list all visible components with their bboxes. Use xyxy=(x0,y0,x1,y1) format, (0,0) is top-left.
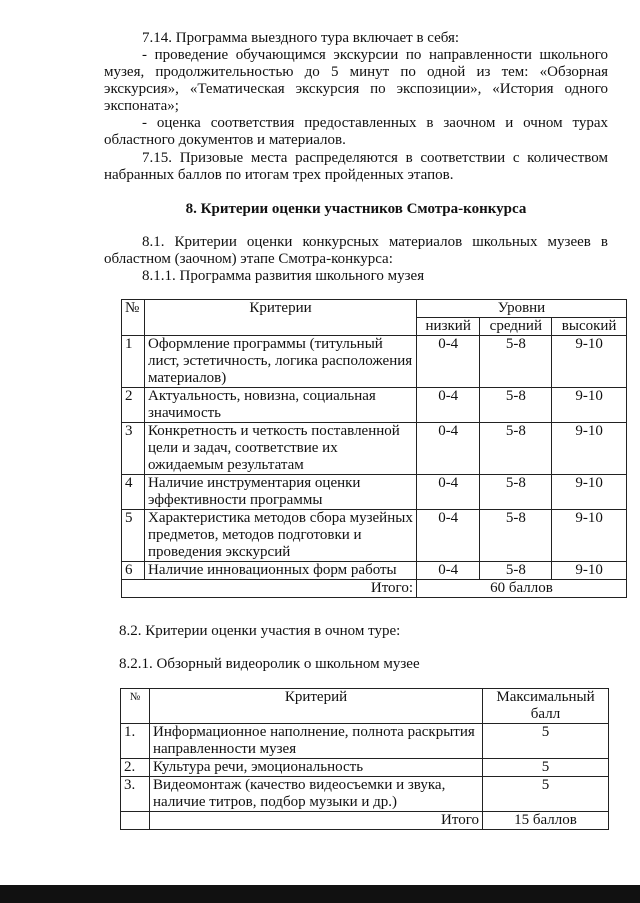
row-high: 9-10 xyxy=(552,562,627,580)
table-row xyxy=(121,777,609,812)
row-max-score: 5 xyxy=(483,777,609,812)
section-8-heading: 8. Критерии оценки участников Смотра-конкурса xyxy=(185,201,527,217)
row-criterion: Оформление программы (титульный лист, эстетичность, логика расположения материалов) xyxy=(145,336,417,388)
row-num: 1. xyxy=(121,724,150,759)
paragraph-7-15: 7.15. Призовые места распределяются в соответствии с количеством набранных баллов по итогам трех пройденных этапов. xyxy=(104,150,608,183)
table-total-row xyxy=(122,580,627,598)
row-mid: 5-8 xyxy=(480,423,552,475)
table-row xyxy=(122,475,627,510)
table-row xyxy=(121,724,609,759)
paragraph-7-14-item-1: - проведение обучающимся экскурсии по направленности школьного музея, продолжительностью до 5 минут по одной из тем: «Обзорная экскурсия», «Тематическая экскурсия по экспозиции», «История одного экспоната»; xyxy=(104,47,608,114)
paragraph-8-2: 8.2. Критерии оценки участия в очном туре: xyxy=(119,623,401,639)
header-max-score: Максимальный балл xyxy=(483,689,609,724)
table-row xyxy=(121,759,609,777)
total-value: 60 баллов xyxy=(417,580,627,598)
program-criteria-table xyxy=(121,299,627,598)
paragraph-8-1-1: 8.1.1. Программа развития школьного музея xyxy=(142,268,425,284)
row-high: 9-10 xyxy=(552,388,627,423)
row-high: 9-10 xyxy=(552,336,627,388)
row-high: 9-10 xyxy=(552,423,627,475)
scan-edge-bar xyxy=(0,885,640,903)
row-num: 3 xyxy=(122,423,145,475)
header-high: высокий xyxy=(552,318,627,336)
row-num: 5 xyxy=(122,510,145,562)
paragraph-8-2-1: 8.2.1. Обзорный видеоролик о школьном музее xyxy=(119,656,420,672)
row-criterion: Информационное наполнение, полнота раскрытия направленности музея xyxy=(150,724,483,759)
row-criterion: Культура речи, эмоциональность xyxy=(150,759,483,777)
table-row xyxy=(122,423,627,475)
row-criterion: Наличие инновационных форм работы xyxy=(145,562,417,580)
row-num: 1 xyxy=(122,336,145,388)
table-row xyxy=(122,510,627,562)
row-mid: 5-8 xyxy=(480,510,552,562)
row-low: 0-4 xyxy=(417,510,480,562)
table-total-row xyxy=(121,812,609,830)
header-low: низкий xyxy=(417,318,480,336)
row-mid: 5-8 xyxy=(480,475,552,510)
total-empty-cell xyxy=(121,812,150,830)
row-low: 0-4 xyxy=(417,388,480,423)
row-low: 0-4 xyxy=(417,562,480,580)
total-label: Итого: xyxy=(122,580,417,598)
row-num: 6 xyxy=(122,562,145,580)
header-criteria: Критерии xyxy=(145,300,417,336)
row-low: 0-4 xyxy=(417,475,480,510)
header-num: № xyxy=(121,689,150,724)
header-mid: средний xyxy=(480,318,552,336)
row-criterion: Наличие инструментария оценки эффективности программы xyxy=(145,475,417,510)
table-row xyxy=(122,388,627,423)
row-criterion: Видеомонтаж (качество видеосъемки и звука, наличие титров, подбор музыки и др.) xyxy=(150,777,483,812)
paragraph-7-14-item-2: - оценка соответствия предоставленных в заочном и очном турах областного документов и материалов. xyxy=(104,115,608,148)
row-criterion: Актуальность, новизна, социальная значимость xyxy=(145,388,417,423)
row-mid: 5-8 xyxy=(480,388,552,423)
row-low: 0-4 xyxy=(417,336,480,388)
table-row xyxy=(122,336,627,388)
video-criteria-table xyxy=(120,688,609,830)
total-value: 15 баллов xyxy=(483,812,609,830)
row-max-score: 5 xyxy=(483,724,609,759)
row-num: 2. xyxy=(121,759,150,777)
table-header-row xyxy=(121,689,609,724)
row-num: 4 xyxy=(122,475,145,510)
row-mid: 5-8 xyxy=(480,336,552,388)
row-num: 3. xyxy=(121,777,150,812)
paragraph-7-14: 7.14. Программа выездного тура включает в себя: xyxy=(142,30,460,46)
table-header-row xyxy=(122,300,627,318)
header-criterion: Критерий xyxy=(150,689,483,724)
table-row xyxy=(122,562,627,580)
row-high: 9-10 xyxy=(552,510,627,562)
row-max-score: 5 xyxy=(483,759,609,777)
header-levels: Уровни xyxy=(417,300,627,318)
paragraph-8-1: 8.1. Критерии оценки конкурсных материалов школьных музеев в областном (заочном) этапе Смотра-конкурса: xyxy=(104,234,608,267)
row-mid: 5-8 xyxy=(480,562,552,580)
total-label: Итого xyxy=(150,812,483,830)
row-high: 9-10 xyxy=(552,475,627,510)
row-num: 2 xyxy=(122,388,145,423)
header-num: № xyxy=(122,300,145,336)
row-criterion: Характеристика методов сбора музейных предметов, методов подготовки и проведения экскурсий xyxy=(145,510,417,562)
row-criterion: Конкретность и четкость поставленной цели и задач, соответствие их ожидаемым результатам xyxy=(145,423,417,475)
row-low: 0-4 xyxy=(417,423,480,475)
